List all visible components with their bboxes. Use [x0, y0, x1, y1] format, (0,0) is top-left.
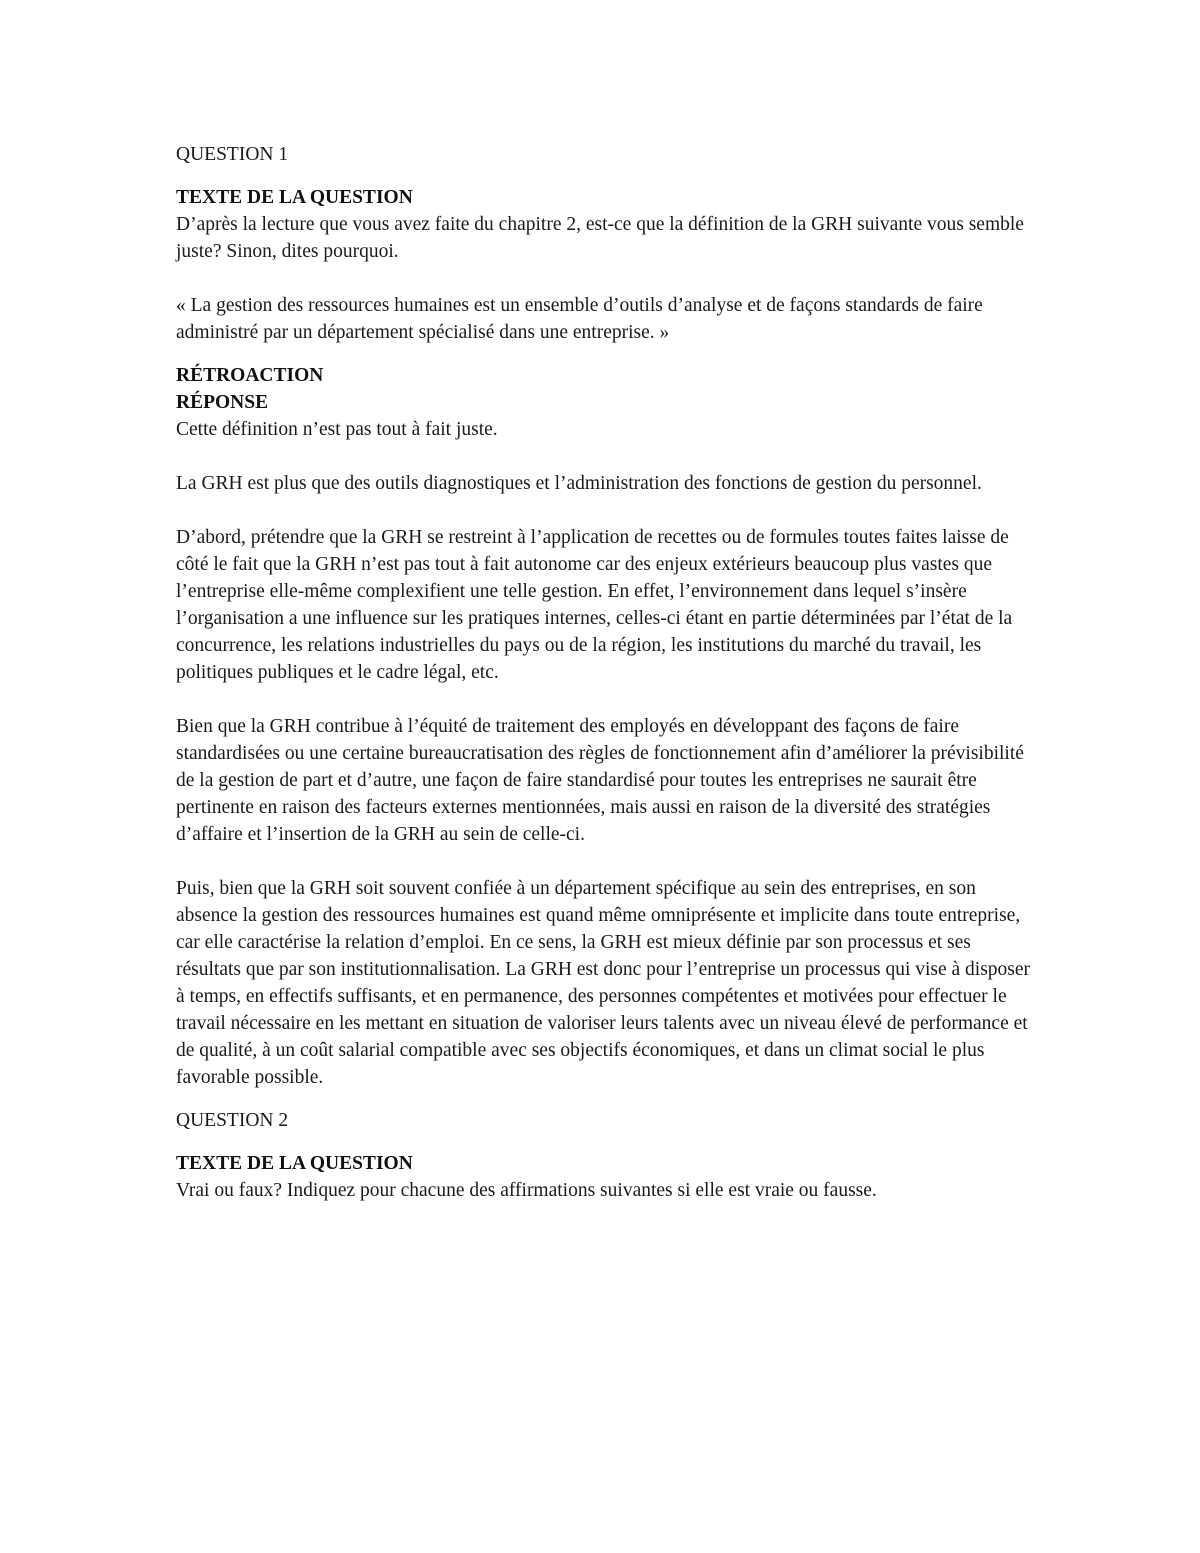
question-1-label: QUESTION 1 — [176, 144, 289, 165]
question-2-label: QUESTION 2 — [176, 1110, 289, 1131]
answer-paragraph-1: La GRH est plus que des outils diagnostiques et l’administration des fonctions de gestion du personnel. — [176, 473, 982, 494]
question-1-quote: « La gestion des ressources humaines est un ensemble d’outils d’analyse et de façons standards de faire administré par un département spécialisé dans une entreprise. » — [176, 295, 983, 343]
question-2-heading: TEXTE DE LA QUESTION — [176, 1153, 413, 1174]
document-page — [176, 141, 1036, 1204]
answer-intro: Cette définition n’est pas tout à fait juste. — [176, 419, 498, 440]
feedback-heading: RÉTROACTION — [176, 365, 324, 386]
question-1-heading: TEXTE DE LA QUESTION — [176, 187, 413, 208]
question-2-text: Vrai ou faux? Indiquez pour chacune des affirmations suivantes si elle est vraie ou fausse. — [176, 1180, 877, 1201]
question-1-text: D’après la lecture que vous avez faite du chapitre 2, est-ce que la définition de la GRH suivante vous semble juste? Sinon, dites pourquoi. — [176, 214, 1024, 262]
answer-paragraph-2: D’abord, prétendre que la GRH se restreint à l’application de recettes ou de formules toutes faites laisse de côté le fait que la GRH n’est pas tout à fait autonome car des enjeux extérieurs beaucoup plus vastes que l’entreprise elle-même complexifient une telle gestion. En effet, l’environnement dans lequel s’insère l’organisation a une influence sur les pratiques internes, celles-ci étant en partie déterminées par l’état de la concurrence, les relations industrielles du pays ou de la région, les institutions du marché du travail, les politiques publiques et le cadre légal, etc. — [176, 527, 1013, 683]
answer-paragraph-3: Bien que la GRH contribue à l’équité de traitement des employés en développant des façons de faire standardisées ou une certaine bureaucratisation des règles de fonctionnement afin d’améliorer la prévisibilité de la gestion de part et d’autre, une façon de faire standardisé pour toutes les entreprises ne saurait être pertinente en raison des facteurs externes mentionnées, mais aussi en raison de la diversité des stratégies d’affaire et l’insertion de la GRH au sein de celle-ci. — [176, 716, 1024, 845]
answer-heading: RÉPONSE — [176, 392, 269, 413]
answer-paragraph-4: Puis, bien que la GRH soit souvent confiée à un département spécifique au sein des entreprises, en son absence la gestion des ressources humaines est quand même omniprésente et implicite dans toute entreprise, car elle caractérise la relation d’emploi. En ce sens, la GRH est mieux définie par son processus et ses résultats que par son institutionnalisation. La GRH est donc pour l’entreprise un processus qui vise à disposer à temps, en effectifs suffisants, et en permanence, des personnes compétentes et motivées pour effectuer le travail nécessaire en les mettant en situation de valoriser leurs talents avec un niveau élevé de performance et de qualité, à un coût salarial compatible avec ses objectifs économiques, et dans un climat social le plus favorable possible. — [176, 878, 1031, 1088]
